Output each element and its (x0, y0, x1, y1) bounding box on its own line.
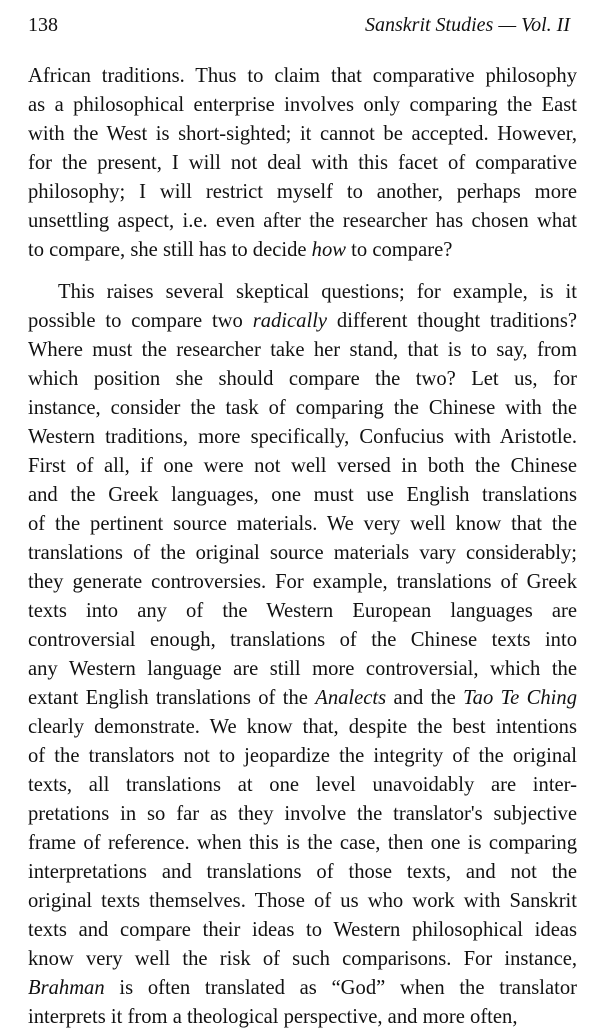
italic-term: radically (252, 310, 328, 332)
italic-term: Analects (315, 687, 387, 709)
text-line (28, 207, 577, 236)
text-run: texts and compare their ideas to Western philosophical ideas (28, 919, 577, 941)
text-run: This raises several skeptical questions; for example, is it (58, 281, 577, 303)
text-line (28, 365, 577, 394)
body-text (28, 62, 577, 1032)
text-run: frame of reference. when this is the case, then one is comparing (28, 832, 577, 854)
text-line (28, 236, 577, 265)
text-run: and the Greek languages, one must use English translations (28, 484, 577, 506)
text-run: interpretations and translations of those texts, and not the (28, 861, 577, 883)
text-run: as a philosophical enterprise involves only comparing the East (28, 94, 577, 116)
text-run: Western traditions, more specifically, Confucius with Aristotle. (28, 426, 577, 448)
text-run: know very well the risk of such comparisons. For instance, (28, 948, 577, 970)
text-line (28, 481, 577, 510)
text-run: with the West is short-sighted; it cannot be accepted. However, (28, 123, 577, 145)
text-line (28, 974, 577, 1003)
text-run: translations of the original source materials vary considerably; (28, 542, 577, 564)
text-run: which position she should compare the two? Let us, for (28, 368, 577, 390)
text-line (28, 423, 577, 452)
paragraph (28, 62, 577, 265)
text-line (28, 742, 577, 771)
italic-term: Brahman (28, 977, 105, 999)
text-line (28, 62, 577, 91)
text-run: possible to compare two (28, 310, 253, 332)
text-run: original texts themselves. Those of us who work with Sanskrit (28, 890, 577, 912)
text-run: interprets it from a theological perspective, and more often, (28, 1006, 518, 1028)
paragraph-gap (28, 265, 577, 278)
text-run: First of all, if one were not well versed in both the Chinese (28, 455, 577, 477)
text-line (28, 713, 577, 742)
paragraph (28, 278, 577, 1032)
text-line (28, 800, 577, 829)
text-line (28, 1003, 577, 1032)
text-run: instance, consider the task of comparing the Chinese with the (28, 397, 577, 419)
text-line (28, 539, 577, 568)
text-run: they generate controversies. For example, translations of Greek (28, 571, 577, 593)
text-line (28, 91, 577, 120)
text-line (28, 394, 577, 423)
text-line (28, 858, 577, 887)
text-run: pretations in so far as they involve the translator's subjective (28, 803, 577, 825)
italic-term: Tao Te Ching (463, 687, 577, 709)
text-run: is often translated as “God” when the translator (104, 977, 577, 999)
text-run: unsettling aspect, i.e. even after the researcher has chosen what (28, 210, 577, 232)
page-header (28, 14, 570, 40)
text-line (28, 452, 577, 481)
text-line (28, 945, 577, 974)
text-line (28, 307, 577, 336)
text-line (28, 568, 577, 597)
text-run: and the (386, 687, 464, 709)
text-line (28, 278, 577, 307)
page-number: 138 (28, 14, 58, 36)
text-run: for the present, I will not deal with this facet of comparative (28, 152, 577, 174)
text-line (28, 655, 577, 684)
italic-term: how (311, 239, 347, 261)
text-run: texts into any of the Western European languages are (28, 600, 577, 622)
text-run: texts, all translations at one level unavoidably are inter- (28, 774, 577, 796)
text-run: clearly demonstrate. We know that, despite the best intentions (28, 716, 577, 738)
text-line (28, 887, 577, 916)
text-line (28, 149, 577, 178)
running-head: Sanskrit Studies — Vol. II (365, 14, 570, 36)
text-run: different thought traditions? (327, 310, 577, 332)
text-line (28, 829, 577, 858)
text-line (28, 178, 577, 207)
text-run: extant English translations of the (28, 687, 316, 709)
text-run: philosophy; I will restrict myself to another, perhaps more (28, 181, 577, 203)
text-run: Where must the researcher take her stand, that is to say, from (28, 339, 577, 361)
text-run: to compare? (346, 239, 453, 261)
text-line (28, 771, 577, 800)
text-run: any Western language are still more controversial, which the (28, 658, 577, 680)
text-run: to compare, she still has to decide (28, 239, 312, 261)
text-line (28, 510, 577, 539)
text-line (28, 336, 577, 365)
text-line (28, 597, 577, 626)
text-run: of the translators not to jeopardize the integrity of the original (28, 745, 577, 767)
text-run: African traditions. Thus to claim that comparative philosophy (28, 65, 577, 87)
text-line (28, 684, 577, 713)
text-run: controversial enough, translations of the Chinese texts into (28, 629, 577, 651)
text-run: of the pertinent source materials. We very well know that the (28, 513, 577, 535)
text-line (28, 120, 577, 149)
text-line (28, 626, 577, 655)
text-line (28, 916, 577, 945)
